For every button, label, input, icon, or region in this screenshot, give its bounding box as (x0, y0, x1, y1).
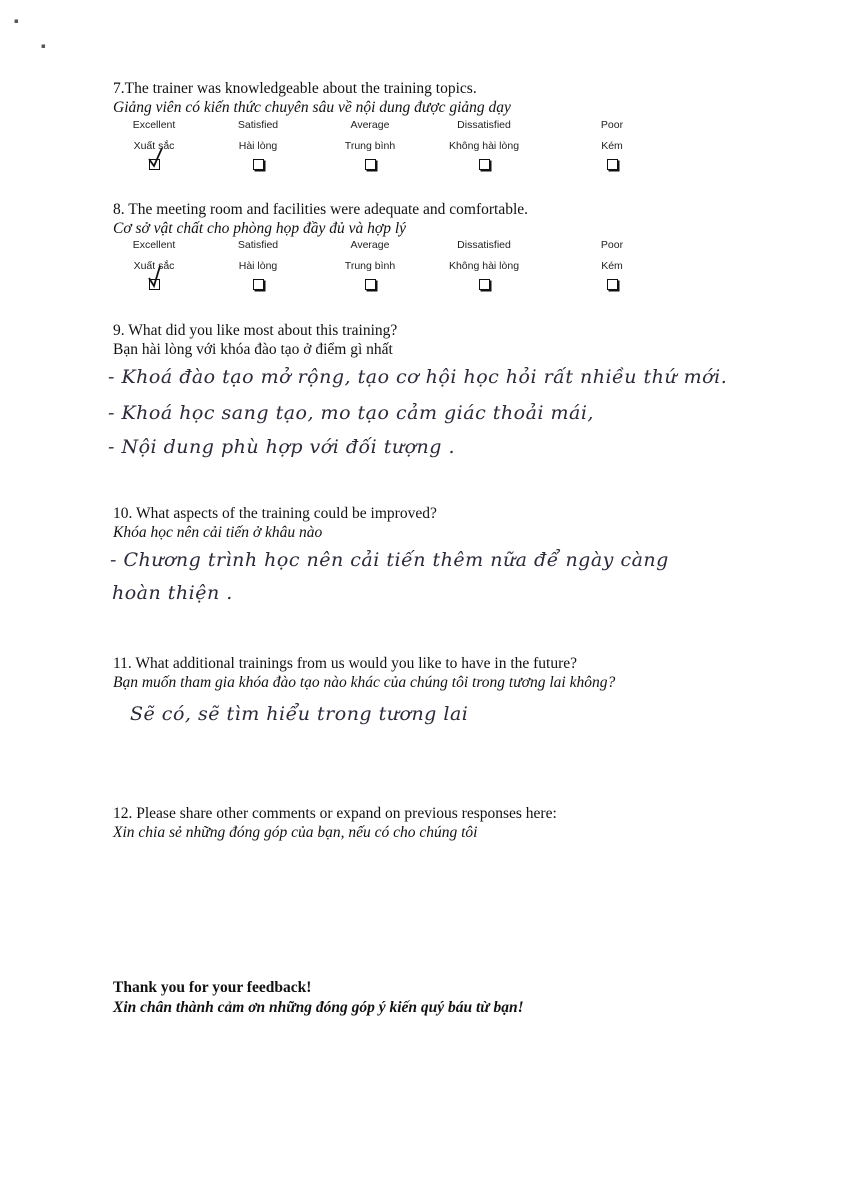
q7-checkbox-dissatisfied[interactable] (479, 159, 490, 170)
q11-question-en: 11. What additional trainings from us would you like to have in the future? (113, 655, 578, 672)
option-label-en: Satisfied (237, 119, 279, 131)
option-label-vi: Trung bình (344, 140, 396, 152)
option-label-en: Dissatisfied (457, 119, 511, 131)
q8-checkbox-poor[interactable] (607, 279, 618, 290)
option-label-vi: Xuất sắc (133, 260, 175, 272)
q9-question-vi: Bạn hài lòng với khóa đào tạo ở điểm gì nhất (113, 341, 393, 358)
scan-mark: ▪ (14, 17, 19, 25)
option-label-en: Dissatisfied (457, 239, 511, 251)
option-label-vi: Không hài lòng (448, 140, 520, 152)
q7-rating-scale (100, 119, 660, 179)
q8-question-vi: Cơ sở vật chất cho phòng họp đầy đủ và hợp lý (113, 220, 407, 237)
q7-checkbox-average[interactable] (365, 159, 376, 170)
option-label-vi: Trung bình (344, 260, 396, 272)
q12-question-en: 12. Please share other comments or expand on previous responses here: (113, 805, 557, 822)
q8-checkbox-satisfied[interactable] (253, 279, 264, 290)
q10-answer-line: - Chương trình học nên cải tiến thêm nữa để ngày càng (110, 549, 669, 571)
q7-question-en: 7.The trainer was knowledgeable about the training topics. (113, 80, 477, 97)
q8-rating-scale (100, 239, 660, 299)
q7-question-vi: Giảng viên có kiến thức chuyên sâu về nội dung được giảng dạy (113, 99, 511, 116)
q7-checkbox-poor[interactable] (607, 159, 618, 170)
option-label-vi: Hài lòng (238, 140, 278, 152)
q8-checkbox-excellent[interactable] (149, 279, 160, 290)
q7-checkbox-satisfied[interactable] (253, 159, 264, 170)
q11-question-vi: Bạn muốn tham gia khóa đào tạo nào khác của chúng tôi trong tương lai không? (113, 674, 616, 691)
option-label-en: Excellent (132, 239, 176, 251)
checkmark-icon (146, 270, 170, 294)
q12-question-vi: Xin chia sẻ những đóng góp của bạn, nếu có cho chúng tôi (113, 824, 478, 841)
option-label-en: Excellent (132, 119, 176, 131)
option-label-en: Satisfied (237, 239, 279, 251)
option-label-en: Poor (600, 239, 624, 251)
q8-checkbox-average[interactable] (365, 279, 376, 290)
q10-answer-line: hoàn thiện . (112, 582, 233, 604)
q10-question-en: 10. What aspects of the training could be improved? (113, 505, 437, 522)
q9-answer-line: - Khoá đào tạo mở rộng, tạo cơ hội học hỏi rất nhiều thứ mới. (108, 366, 728, 388)
q10-question-vi: Khóa học nên cải tiến ở khâu nào (113, 524, 323, 541)
q9-question-en: 9. What did you like most about this training? (113, 322, 398, 339)
q7-checkbox-excellent[interactable] (149, 159, 160, 170)
checkmark-icon (146, 150, 170, 174)
closing-thanks-en: Thank you for your feedback! (113, 979, 312, 996)
option-label-vi: Không hài lòng (448, 260, 520, 272)
option-label-vi: Xuất sắc (133, 140, 175, 152)
option-label-en: Average (350, 239, 390, 251)
scan-mark: ▪ (41, 42, 46, 50)
q9-answer-line: - Nội dung phù hợp với đối tượng . (108, 436, 456, 458)
option-label-en: Poor (600, 119, 624, 131)
option-label-en: Average (350, 119, 390, 131)
q9-answer-line: - Khoá học sang tạo, mo tạo cảm giác thoải mái, (108, 402, 594, 424)
option-label-vi: Kém (601, 140, 623, 152)
q11-answer-line: Sẽ có, sẽ tìm hiểu trong tương lai (130, 703, 469, 725)
option-label-vi: Hài lòng (238, 260, 278, 272)
option-label-vi: Kém (601, 260, 623, 272)
closing-thanks-vi: Xin chân thành cảm ơn những đóng góp ý kiến quý báu từ bạn! (113, 999, 524, 1016)
q8-question-en: 8. The meeting room and facilities were adequate and comfortable. (113, 201, 529, 218)
q8-checkbox-dissatisfied[interactable] (479, 279, 490, 290)
